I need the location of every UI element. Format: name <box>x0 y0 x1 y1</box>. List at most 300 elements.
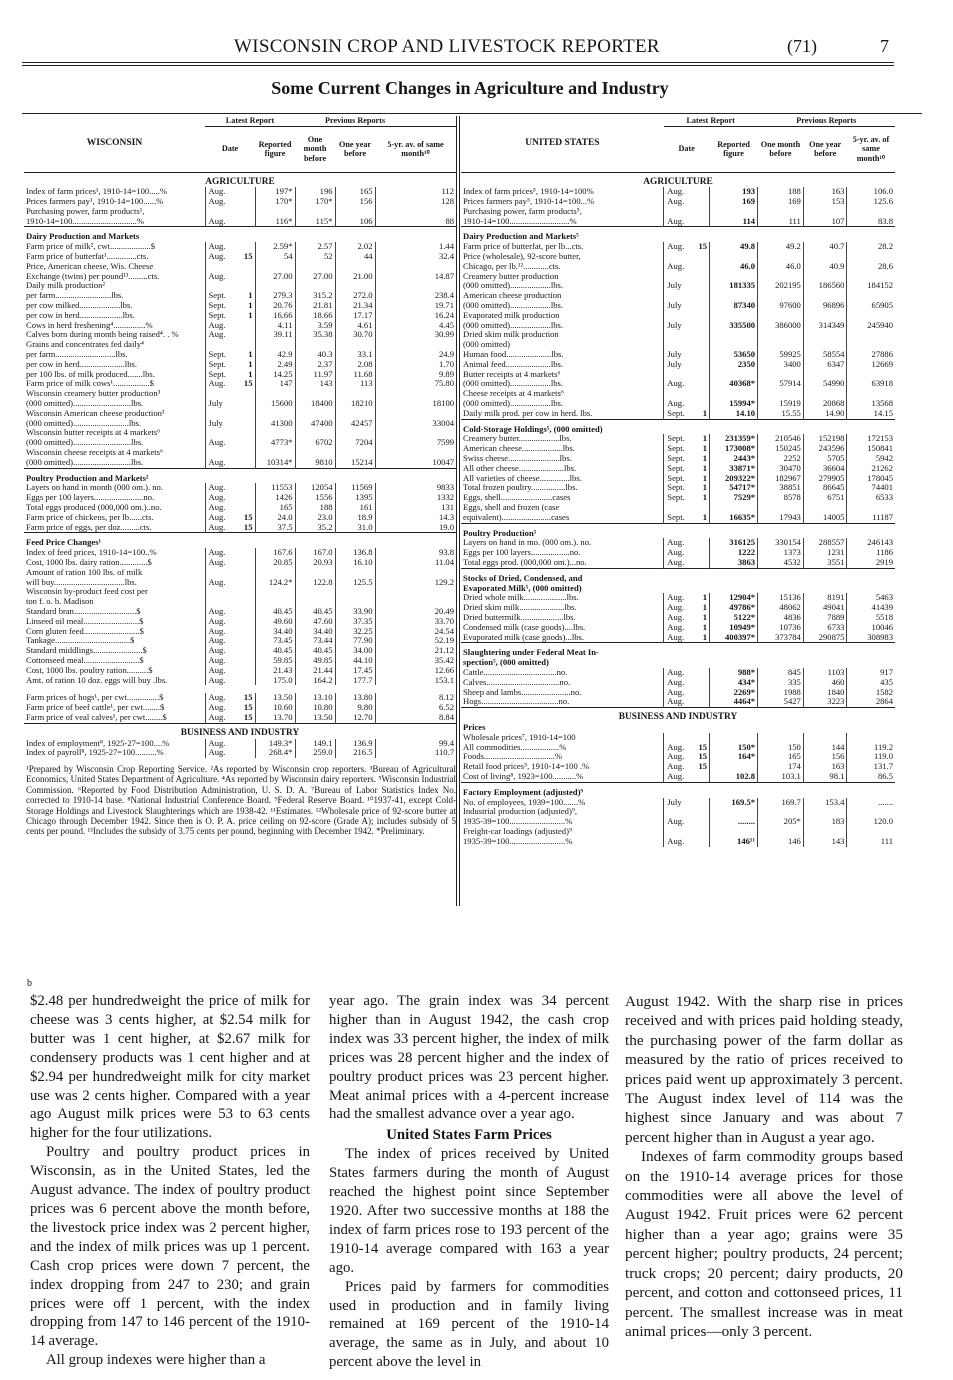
five-year-average: 1.70 <box>375 360 456 370</box>
one-year-before: 86645 <box>803 483 847 493</box>
one-month-before: 13.10 <box>295 693 335 703</box>
reported-figure: 102.8 <box>710 772 758 782</box>
row-label: Total eggs produced (000,000 om.)..no. <box>26 503 162 512</box>
row-label: Grains and concentrates fed daily⁴ <box>26 340 145 350</box>
row-day <box>694 678 709 688</box>
reported-figure: 15994* <box>710 399 758 409</box>
row-label: 1910-14=100............................% <box>463 216 577 226</box>
section-label: Poultry Production and Markets² <box>24 468 456 483</box>
one-month-before <box>295 428 335 438</box>
wisconsin-table-body <box>24 172 456 758</box>
table-row <box>461 837 895 847</box>
row-date: Sept. <box>664 444 695 454</box>
table-row <box>461 172 895 187</box>
row-label: All varieties of cheese..............lbs. <box>463 473 582 483</box>
one-month-before: 169.7 <box>758 798 804 808</box>
five-year-average: 33004 <box>375 419 456 429</box>
table-row <box>24 493 456 503</box>
one-month-before: 845 <box>758 668 804 678</box>
table-row <box>461 227 895 242</box>
reported-figure <box>710 291 758 301</box>
row-label: Evaporated milk production <box>463 310 560 320</box>
one-year-before: 5705 <box>803 454 847 464</box>
reported-figure: 3863 <box>710 558 758 568</box>
one-month-before: 6702 <box>295 438 335 448</box>
one-year-before: 136.9 <box>335 739 375 749</box>
row-label: Freight-car loadings (adjusted)⁹ <box>463 826 572 836</box>
reported-figure <box>710 370 758 380</box>
row-date <box>664 733 695 743</box>
row-date: Aug. <box>664 633 695 643</box>
table-row <box>24 187 456 197</box>
row-date <box>205 340 240 350</box>
text-column-2 <box>329 992 609 1372</box>
one-year-before <box>335 448 375 458</box>
reported-figure: 1426 <box>255 493 295 503</box>
reported-figure <box>710 340 758 350</box>
table-row <box>461 658 895 668</box>
row-label: Index of payroll⁸, 1925-27=100..........% <box>26 748 164 758</box>
table-divider <box>456 116 460 906</box>
row-label: Creamery butter production <box>463 271 559 281</box>
one-month-before <box>758 807 804 817</box>
section-label: BUSINESS AND INDUSTRY <box>24 723 456 738</box>
table-row <box>461 817 895 827</box>
five-year-average: 10046 <box>847 623 895 633</box>
row-date: Sept. <box>205 360 240 370</box>
reported-figure: 4773* <box>255 438 295 448</box>
one-month-before: 165 <box>758 752 804 762</box>
five-year-average: 93.8 <box>375 548 456 558</box>
one-month-before: 386000 <box>758 321 804 331</box>
table-row <box>24 568 456 578</box>
reported-figure: 2443* <box>710 454 758 464</box>
row-label: (000 omitted)...........................lbs. <box>26 399 144 409</box>
one-month-before: 1373 <box>758 548 804 558</box>
row-label: 1935-39=100..........................% <box>463 836 573 846</box>
one-year-before: 9.80 <box>335 703 375 713</box>
one-year-before: 15214 <box>335 458 375 468</box>
one-month-before: 47.60 <box>295 617 335 627</box>
row-date: Aug. <box>664 217 695 227</box>
one-year-before: 7889 <box>803 613 847 623</box>
row-day <box>240 197 255 207</box>
paragraph: Poultry and poultry product prices in Wisconsin, as in the United States, led the August advance. The index of poultry product prices was 6 percent above the month before, the livestock price index was 2 percent higher, and the index of milk prices was up 1 percent. Cash crop prices were down 7 percent, the index dropping from 247 to 230; and grain prices were off 1 percent, with the index dropping from 147 to 146 percent of the 1910-14 average. <box>30 1144 310 1350</box>
one-year-before: 7204 <box>335 438 375 448</box>
row-label: Hogs....................................no. <box>463 697 570 707</box>
table-row <box>24 617 456 627</box>
five-year-average <box>375 207 456 217</box>
table-row <box>24 458 456 468</box>
row-label: Cost of living⁸, 1923=100...........% <box>463 771 584 781</box>
row-label: Cost, 1000 lbs. dairy ration.............$ <box>26 557 152 567</box>
table-top-rule <box>22 113 922 114</box>
row-day <box>694 697 709 707</box>
reported-figure: 173008* <box>710 444 758 454</box>
row-day <box>240 448 255 458</box>
row-label: (000 omitted)...................lbs. <box>463 281 564 291</box>
running-header <box>22 36 894 58</box>
reported-figure: 41300 <box>255 419 295 429</box>
five-year-average: 119.0 <box>847 752 895 762</box>
row-label: 1935-39=100..........................% <box>463 817 573 827</box>
table-row <box>24 389 456 399</box>
one-month-before <box>295 207 335 217</box>
five-year-average: 9.89 <box>375 370 456 380</box>
row-day <box>240 438 255 448</box>
row-date: Aug. <box>664 538 695 548</box>
five-year-average <box>375 428 456 438</box>
row-date: Aug. <box>664 187 695 197</box>
reported-figure <box>255 262 295 272</box>
five-year-average: 178045 <box>847 474 895 484</box>
reported-figure <box>255 568 295 578</box>
row-day <box>694 360 709 370</box>
row-label: Tankage...................................$ <box>26 636 135 646</box>
row-label: Human food.....................lbs. <box>463 350 564 360</box>
row-date: Aug. <box>205 503 240 513</box>
five-year-average: 245940 <box>847 321 895 331</box>
row-label: per farm..........................lbs. <box>26 291 124 301</box>
united-states-table <box>461 116 895 847</box>
one-month-before: 1988 <box>758 688 804 698</box>
row-label: (000 omitted)...................lbs. <box>463 379 564 389</box>
table-row <box>461 262 895 272</box>
row-day <box>694 311 709 321</box>
one-month-before: 210546 <box>758 434 804 444</box>
table-row <box>461 187 895 197</box>
row-day <box>240 419 255 429</box>
row-day <box>240 636 255 646</box>
one-year-before: 96896 <box>803 301 847 311</box>
table-row <box>24 748 456 758</box>
one-month-before <box>295 597 335 607</box>
row-date: Aug. <box>205 252 240 262</box>
row-label: (000 omitted)..........................lbs. <box>26 418 142 428</box>
section-label: Stocks of Dried, Condensed, and <box>461 568 895 583</box>
five-year-average: 184152 <box>847 281 895 291</box>
reported-figure: 988* <box>710 668 758 678</box>
one-month-before <box>758 827 804 837</box>
one-month-before: 5427 <box>758 697 804 707</box>
five-year-average: 83.8 <box>847 217 895 227</box>
row-label: Price (wholesale), 92-score butter, <box>463 252 581 262</box>
table-row <box>461 584 895 594</box>
five-year-average: 21.12 <box>375 646 456 656</box>
row-label: Cost, 1000 lbs. poultry ration..........$ <box>26 665 153 675</box>
row-day <box>240 558 255 568</box>
row-date: Aug. <box>205 617 240 627</box>
one-month-before: 2.37 <box>295 360 335 370</box>
one-year-before <box>803 207 847 217</box>
one-year-before: 33.1 <box>335 350 375 360</box>
row-day <box>694 217 709 227</box>
one-year-before <box>335 428 375 438</box>
table-row <box>461 399 895 409</box>
row-date <box>205 428 240 438</box>
five-year-average: 150841 <box>847 444 895 454</box>
row-day <box>694 281 709 291</box>
one-month-before: 122.8 <box>295 578 335 588</box>
one-month-before: 182967 <box>758 474 804 484</box>
row-day <box>240 207 255 217</box>
reported-figure <box>710 252 758 262</box>
row-date: Sept. <box>205 301 240 311</box>
text-column-1 <box>30 992 310 1370</box>
five-year-average: 32.4 <box>375 252 456 262</box>
row-date: Sept. <box>664 464 695 474</box>
row-label: Cows in herd freshening⁴...............% <box>26 320 153 330</box>
reported-figure: 42.9 <box>255 350 295 360</box>
table-row <box>461 419 895 434</box>
row-day <box>240 217 255 227</box>
row-day <box>240 458 255 468</box>
row-day: 1 <box>702 444 708 454</box>
one-month-before: 15.55 <box>758 409 804 419</box>
row-day: 1 <box>248 359 253 369</box>
reported-figure: 14.25 <box>255 370 295 380</box>
one-year-before: 136.8 <box>335 548 375 558</box>
reported-figure <box>255 587 295 597</box>
header-rule-2 <box>22 65 894 66</box>
one-month-before: 35.2 <box>295 523 335 533</box>
table-row <box>461 474 895 484</box>
one-year-before: 44.10 <box>335 656 375 666</box>
paragraph: All group indexes were higher than a <box>46 1352 266 1369</box>
table-row <box>24 311 456 321</box>
table-row <box>461 321 895 331</box>
row-label: Industrial production (adjusted)⁹, <box>463 807 577 817</box>
five-year-average: 24.9 <box>375 350 456 360</box>
table-row <box>24 448 456 458</box>
row-date: Aug. <box>664 379 695 389</box>
one-month-before <box>758 370 804 380</box>
table-row <box>24 646 456 656</box>
reported-figure: 40.45 <box>255 646 295 656</box>
one-month-before: 59925 <box>758 350 804 360</box>
one-month-before <box>758 272 804 282</box>
section-label: Poultry Production⁵ <box>461 523 895 538</box>
reported-figure: 169.5* <box>710 798 758 808</box>
row-label: Corn gluten feed..........................$ <box>26 626 144 636</box>
row-day <box>240 666 255 676</box>
table-row <box>24 262 456 272</box>
one-year-before: 16.10 <box>335 558 375 568</box>
row-day <box>694 262 709 272</box>
row-day <box>240 399 255 409</box>
five-year-average: 246143 <box>847 538 895 548</box>
table-row <box>461 379 895 389</box>
table-row <box>461 252 895 262</box>
five-year-average: 30.99 <box>375 330 456 340</box>
reported-figure: 20.76 <box>255 301 295 311</box>
five-year-average: 99.4 <box>375 739 456 749</box>
table-row <box>461 782 895 797</box>
one-month-before: 46.0 <box>758 262 804 272</box>
reported-figure <box>710 207 758 217</box>
reported-figure <box>255 281 295 291</box>
row-label: 1910-14=100..............................% <box>26 216 144 226</box>
table-row <box>24 301 456 311</box>
reported-figure: 5122* <box>710 613 758 623</box>
row-day <box>694 389 709 399</box>
row-day <box>240 281 255 291</box>
paragraph: year ago. The grain index was 34 percent higher than in August 1942, the cash crop index was 33 percent higher, the index of milk prices was 28 percent higher and the index of poultry product prices was 23 percent higher. Meat animal prices with a 4-percent increase had the smallest advance over a year ago. <box>329 993 609 1123</box>
reported-figure: 167.6 <box>255 548 295 558</box>
row-date <box>664 291 695 301</box>
table-row <box>461 301 895 311</box>
row-date: Aug. <box>664 558 695 568</box>
row-day: 1 <box>702 493 708 503</box>
row-label: Retail food prices⁵, 1910-14=100 .% <box>463 762 590 772</box>
row-label: Dried whole milk....................lbs. <box>463 593 579 603</box>
row-date: Aug. <box>205 523 240 533</box>
one-month-before: 18.66 <box>295 311 335 321</box>
one-year-before: 12.70 <box>335 713 375 723</box>
row-label: Cheese receipts at 4 markets⁶ <box>463 389 564 399</box>
row-day: 1 <box>248 369 253 379</box>
five-year-average: 110.7 <box>375 748 456 758</box>
row-date <box>205 389 240 399</box>
row-day <box>240 748 255 758</box>
one-year-before: 106 <box>335 217 375 227</box>
row-label: Total eggs prod. (000,000 om.)...no. <box>463 557 587 567</box>
five-year-average: 7599 <box>375 438 456 448</box>
reported-figure: 124.2* <box>255 578 295 588</box>
five-year-average <box>375 409 456 419</box>
table-row <box>24 340 456 350</box>
one-month-before: 9810 <box>295 458 335 468</box>
row-label: Cattle..................................no. <box>463 667 568 677</box>
reported-figure: 10.60 <box>255 703 295 713</box>
row-day <box>240 676 255 686</box>
five-year-average: 8.84 <box>375 713 456 723</box>
one-month-before: 3.59 <box>295 321 335 331</box>
table-row <box>461 350 895 360</box>
row-day <box>240 330 255 340</box>
one-year-before: 98.1 <box>803 772 847 782</box>
one-year-before <box>803 272 847 282</box>
table-row <box>461 493 895 503</box>
reported-figure: 16.66 <box>255 311 295 321</box>
table-row <box>24 483 456 493</box>
one-year-before: 183 <box>803 817 847 827</box>
one-year-before <box>803 733 847 743</box>
reported-figure-heading: Reported figure <box>255 126 295 172</box>
table-row <box>24 321 456 331</box>
row-label: ton f. o. b. Madison <box>26 597 94 607</box>
one-month-before: 188 <box>758 187 804 197</box>
one-year-before: 49041 <box>803 603 847 613</box>
row-day <box>240 321 255 331</box>
row-day: 1 <box>702 463 708 473</box>
five-year-average: 74401 <box>847 483 895 493</box>
reported-figure: 15600 <box>255 399 295 409</box>
one-year-before: 58554 <box>803 350 847 360</box>
table-row <box>461 643 895 658</box>
row-label: Dried buttermilk....................lbs. <box>463 612 576 622</box>
one-year-before: 2.08 <box>335 360 375 370</box>
row-date: July <box>664 301 695 311</box>
one-month-before: 12054 <box>295 483 335 493</box>
row-date: Aug. <box>664 817 695 827</box>
row-day: 1 <box>702 408 708 418</box>
row-day: 15 <box>698 242 708 252</box>
wisconsin-heading: WISCONSIN <box>24 116 205 172</box>
row-day <box>240 617 255 627</box>
row-date <box>205 262 240 272</box>
one-month-before: 196 <box>295 187 335 197</box>
reported-figure: 13.70 <box>255 713 295 723</box>
row-day: 1 <box>702 483 708 493</box>
publication-title: WISCONSIN CROP AND LIVESTOCK REPORTER <box>234 36 660 57</box>
reported-figure <box>255 428 295 438</box>
table-row <box>461 340 895 350</box>
five-year-average <box>847 503 895 513</box>
five-year-average: 125.6 <box>847 197 895 207</box>
row-day <box>694 668 709 678</box>
reported-figure: 1222 <box>710 548 758 558</box>
row-label: Wisconsin creamery butter production³ <box>26 389 161 399</box>
one-year-before: 314349 <box>803 321 847 331</box>
reported-figure: 49786* <box>710 603 758 613</box>
row-day <box>694 538 709 548</box>
one-month-before: 1556 <box>295 493 335 503</box>
five-year-average: 1332 <box>375 493 456 503</box>
one-month-before <box>758 252 804 262</box>
one-month-before: 167.0 <box>295 548 335 558</box>
row-label: Index of employment⁸, 1925-27=100....% <box>26 738 170 748</box>
row-day <box>240 262 255 272</box>
five-year-average: 1582 <box>847 688 895 698</box>
row-label: (000 omitted)...................lbs. <box>463 301 564 311</box>
table-row <box>461 281 895 291</box>
one-year-before: 42457 <box>335 419 375 429</box>
reported-figure: 434* <box>710 678 758 688</box>
five-year-average <box>847 207 895 217</box>
row-label: American cheese production <box>463 291 562 301</box>
row-label: Wisconsin cheese receipts at 4 markets⁶ <box>26 448 163 458</box>
table-row <box>461 483 895 493</box>
one-year-before: 163 <box>803 762 847 772</box>
one-month-before <box>295 568 335 578</box>
row-date: Aug. <box>664 399 695 409</box>
one-year-before: 6751 <box>803 493 847 503</box>
row-date <box>664 311 695 321</box>
one-year-before: 4.61 <box>335 321 375 331</box>
one-year-before: 288557 <box>803 538 847 548</box>
one-month-before: 21.81 <box>295 301 335 311</box>
table-row <box>461 242 895 252</box>
row-day <box>240 483 255 493</box>
five-year-average <box>847 733 895 743</box>
table-row <box>24 217 456 227</box>
five-year-average <box>375 340 456 350</box>
table-row <box>24 468 456 483</box>
reported-figure: 4464* <box>710 697 758 707</box>
table-row <box>24 627 456 637</box>
reported-figure: 49.8 <box>710 242 758 252</box>
row-date: July <box>664 360 695 370</box>
section-label: Evaporated Milk⁵, (000 omitted) <box>463 583 582 593</box>
five-year-average <box>375 597 456 607</box>
reported-figure: 37.5 <box>255 523 295 533</box>
one-month-before: 170* <box>295 197 335 207</box>
one-month-heading-right: One month before <box>758 126 804 172</box>
one-month-before: 4532 <box>758 558 804 568</box>
table-row <box>24 419 456 429</box>
reported-figure: 231359* <box>710 434 758 444</box>
